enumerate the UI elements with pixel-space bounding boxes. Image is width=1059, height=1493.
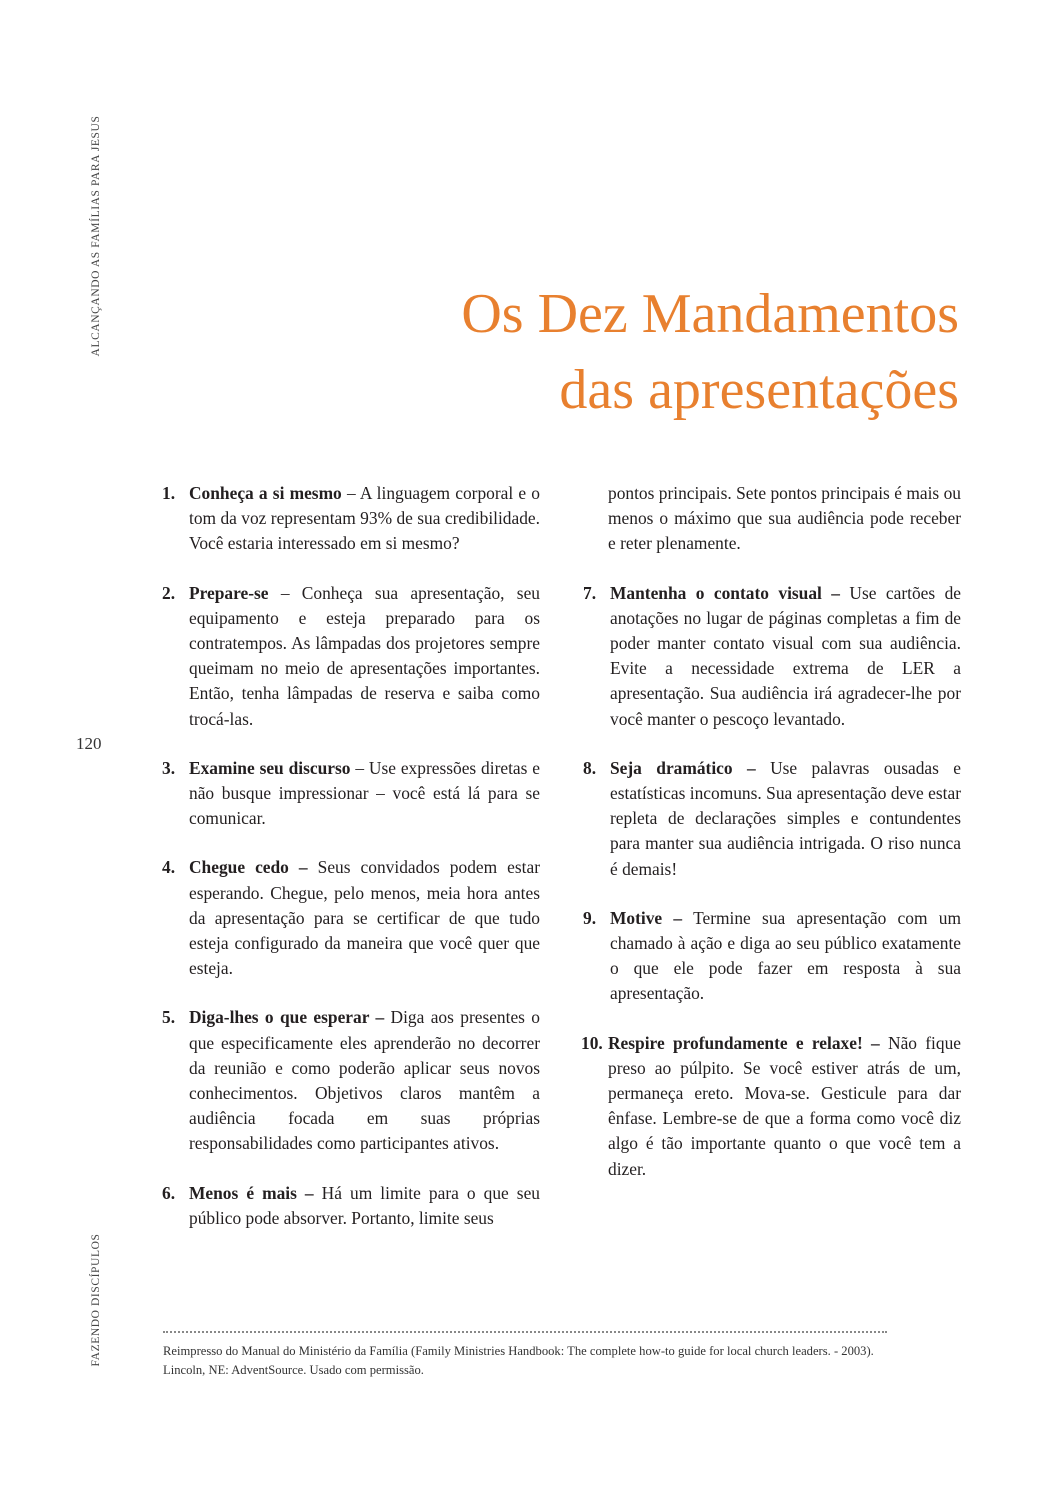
list-item [160, 756, 540, 832]
item-number: 2. [162, 582, 176, 603]
footnote-divider [163, 1331, 887, 1333]
item-number: 7. [583, 582, 597, 603]
running-header-vertical [86, 96, 106, 376]
item-text: Diga aos presentes o que especificamente eles aprenderão no decorrer da reunião e como poderão aplicar seus novos conhecimentos. Objetivos claros mantêm a audiência focada em suas próprias responsabilidades como participantes ativos. [189, 1007, 541, 1154]
item-text: Seus convidados podem estar esperando. Chegue, pelo menos, meia hora antes da apresentação para se certificar de que tudo esteja configurado da maneira que você quer que esteja. [189, 857, 540, 979]
item-text: – Conheça sua apresentação, seu equipamento e esteja preparado para os contratempos. As lâmpadas dos projetores sempre queimam no meio de apresentações importantes. Então, tenha lâmpadas de reserva e saiba como trocá-las. [189, 582, 540, 729]
item-heading: Seja dramático – [610, 757, 756, 778]
item-number: 9. [583, 907, 597, 928]
item-heading: Prepare-se [189, 582, 281, 603]
list-item [581, 756, 961, 882]
item-heading: Chegue cedo – [189, 857, 308, 878]
list-item [581, 906, 961, 1007]
item-text: Termine sua apresentação com um chamado à ação e diga ao seu público exatamente o que ele pode fazer em resposta à sua apresentação. [610, 907, 961, 1004]
page-title [461, 276, 959, 428]
item-number: 4. [162, 857, 176, 878]
item-heading: Motive – [610, 907, 683, 928]
list-item [581, 1031, 961, 1182]
list-item [581, 581, 961, 732]
item-text: – A linguagem corporal e o tom da voz representam 93% de sua credibilidade. Você estaria interessado em si mesmo? [189, 483, 540, 554]
list-item [160, 1181, 540, 1231]
section-label-vertical [86, 1222, 106, 1378]
left-column [160, 481, 540, 1255]
list-item [160, 855, 540, 981]
footnote: Reimpresso do Manual do Ministério da Família (Family Ministries Handbook: The complete how-to guide for local church leaders. - 2003). Lincoln, NE: AdventSource. Usado com permissão. [163, 1344, 874, 1377]
commandments-list [160, 481, 960, 1281]
title-line-2: das apresentações [559, 359, 959, 421]
item-number: 3. [162, 757, 176, 778]
item-number: 8. [583, 757, 597, 778]
item-heading: Menos é mais – [189, 1182, 314, 1203]
right-column [581, 481, 961, 1206]
title-line-1: Os Dez Mandamentos [461, 283, 959, 345]
list-item [160, 581, 540, 732]
section-label-text: FAZENDO DISCÍPULOS [90, 1233, 102, 1367]
item-text: Use palavras ousadas e estatísticas incomuns. Sua apresentação deve estar repleta de declarações simples e contundentes para manter sua audiência intrigada. O riso nunca é demais! [610, 757, 962, 879]
item-heading: Mantenha o contato visual – [610, 582, 840, 603]
item-number: 10. [581, 1032, 603, 1053]
item-heading: Examine seu discurso [189, 757, 351, 778]
running-header-text: ALCANÇANDO AS FAMÍLIAS PARA JESUS [90, 115, 102, 357]
list-item [160, 481, 540, 557]
item-continuation: pontos principais. Sete pontos principais é mais ou menos o máximo que sua audiência pode receber e reter plenamente. [608, 483, 961, 554]
item-text: Use cartões de anotações no lugar de páginas completas a fim de poder manter contato visual com sua audiência. Evite a necessidade extrema de LER a apresentação. Sua audiência irá agradecer-lhe por você manter o pescoço levantado. [610, 582, 961, 729]
item-text: Não fique preso ao púlpito. Se você estiver atrás de um, permaneça ereto. Mova-se. Gesticule para dar ênfase. Lembre-se de que a forma como você diz algo é tão importante quanto o que você tem a dizer. [608, 1032, 961, 1179]
item-number: 6. [162, 1182, 176, 1203]
page-number: 120 [76, 734, 102, 753]
item-heading: Respire profundamente e relaxe! – [608, 1032, 880, 1053]
item-number: 5. [162, 1007, 176, 1028]
item-text: – Use expressões diretas e não busque impressionar – você está lá para se comunicar. [189, 757, 541, 829]
item-heading: Diga-lhes o que esperar – [189, 1007, 385, 1028]
item-number: 1. [162, 483, 176, 503]
item-text: Há um limite para o que seu público pode absorver. Portanto, limite seus [189, 1182, 540, 1228]
list-item [160, 1005, 540, 1156]
item-heading: Conheça a si mesmo [189, 483, 342, 503]
